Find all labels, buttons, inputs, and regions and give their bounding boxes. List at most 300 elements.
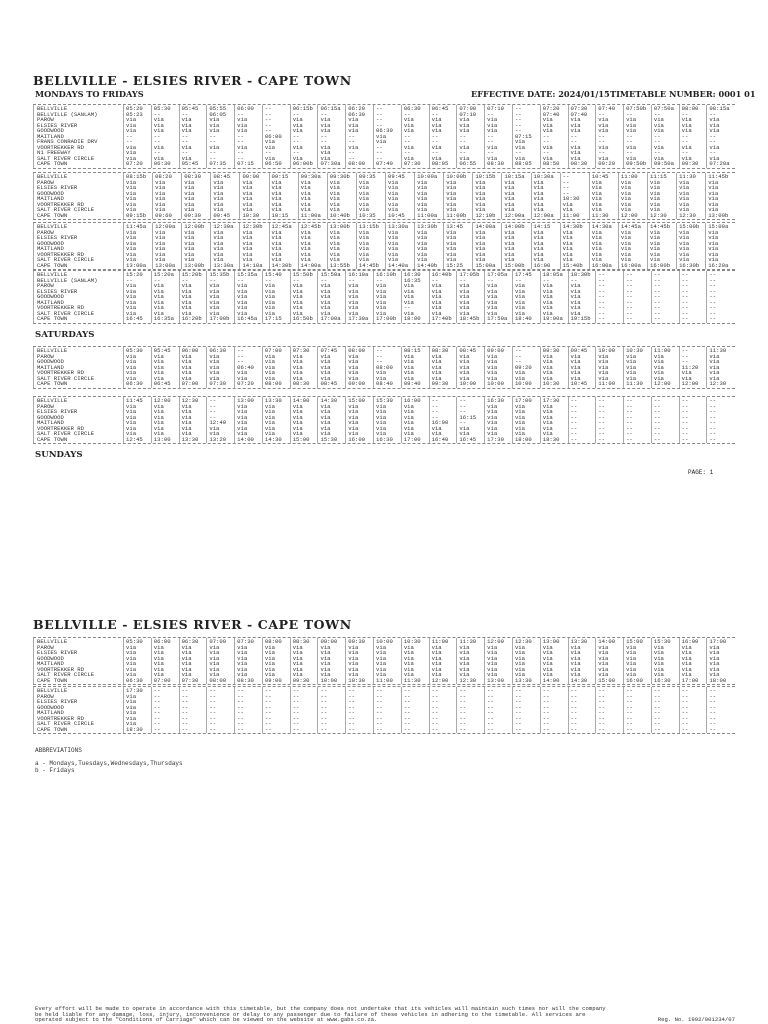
time-cell: via	[318, 156, 346, 162]
time-cell: via	[401, 650, 429, 656]
time-cell: via	[318, 354, 346, 360]
time-cell: --	[457, 705, 485, 711]
time-cell: via	[290, 354, 318, 360]
time-cell: via	[235, 420, 263, 426]
time-cell: --	[290, 687, 318, 694]
time-cell: via	[346, 117, 374, 123]
time-cell: 14:30b	[269, 263, 298, 270]
time-cell: via	[151, 376, 179, 382]
time-cell: via	[374, 672, 402, 678]
time-cell: --	[457, 687, 485, 694]
stop-name: VOORTREKKER RD	[34, 202, 124, 208]
stop-name: SALT RIVER CIRCLE	[34, 207, 124, 213]
time-cell: via	[624, 365, 652, 371]
time-cell: --	[318, 134, 346, 140]
time-cell: via	[568, 128, 596, 134]
time-cell: 18:30b	[568, 271, 596, 278]
time-cell: via	[677, 230, 706, 236]
time-cell: 05:45	[179, 105, 207, 112]
time-cell: --	[707, 409, 735, 415]
stop-name: PAROW	[34, 283, 124, 289]
stop-name: VOORTREKKER RD	[34, 252, 124, 258]
time-cell: --	[485, 710, 513, 716]
time-cell: via	[560, 202, 589, 208]
time-cell: 08:30	[485, 161, 513, 168]
time-cell: via	[401, 645, 429, 651]
time-cell: via	[589, 235, 618, 241]
time-cell: --	[374, 687, 402, 694]
time-cell: --	[374, 694, 402, 700]
time-cell: --	[707, 112, 735, 118]
time-cell: 16:30	[651, 678, 679, 685]
time-cell: --	[707, 420, 735, 426]
time-cell: --	[374, 105, 402, 112]
time-cell: --	[151, 721, 179, 727]
time-cell: via	[415, 191, 444, 197]
time-cell: via	[318, 117, 346, 123]
time-cell: 13:30b	[415, 223, 444, 230]
time-cell: 09:00	[346, 381, 374, 388]
time-cell: 08:00	[346, 347, 374, 354]
time-cell: via	[679, 650, 707, 656]
stop-name: MAITLAND	[34, 365, 124, 371]
time-cell: 15:00	[290, 437, 318, 444]
stop-name: PAROW	[34, 230, 124, 236]
time-cell: --	[262, 105, 290, 112]
time-cell: via	[457, 656, 485, 662]
time-cell: via	[401, 294, 429, 300]
time-cell: via	[151, 354, 179, 360]
time-cell: --	[651, 687, 679, 694]
time-cell: via	[540, 667, 568, 673]
time-cell: 16:50b	[290, 316, 318, 323]
time-cell: via	[647, 246, 676, 252]
time-cell: via	[179, 370, 207, 376]
time-cell: via	[269, 191, 298, 197]
footer-line: operated subject to the "Conditions of Carriage" which can be viewed on the website at www.gabs.co.za.	[35, 1017, 378, 1023]
time-cell: via	[290, 656, 318, 662]
time-cell: --	[151, 694, 179, 700]
time-cell: via	[651, 376, 679, 382]
time-cell: 16:30	[374, 437, 402, 444]
time-cell: via	[318, 305, 346, 311]
time-cell: via	[374, 409, 402, 415]
time-cell: 08:30	[182, 173, 211, 180]
time-cell: via	[485, 415, 513, 421]
time-cell: --	[179, 721, 207, 727]
time-cell: via	[346, 645, 374, 651]
time-cell: via	[596, 359, 624, 365]
time-cell: via	[179, 415, 207, 421]
time-cell: via	[262, 283, 290, 289]
time-cell: via	[290, 645, 318, 651]
time-cell: via	[240, 191, 269, 197]
time-cell: --	[429, 404, 457, 410]
time-cell: --	[151, 710, 179, 716]
time-cell: 05:20	[124, 105, 152, 112]
time-cell: 08:00	[346, 161, 374, 168]
time-cell: 17:05a	[485, 271, 513, 278]
time-cell: via	[677, 235, 706, 241]
stop-name: PAROW	[34, 180, 124, 186]
time-cell: via	[512, 145, 540, 151]
time-cell: --	[290, 150, 318, 156]
time-cell: via	[429, 156, 457, 162]
time-cell: via	[444, 257, 473, 263]
time-cell: via	[207, 305, 235, 311]
time-cell: via	[473, 202, 502, 208]
time-cell: via	[374, 370, 402, 376]
time-cell: via	[457, 289, 485, 295]
time-cell: via	[262, 354, 290, 360]
time-cell: via	[589, 196, 618, 202]
time-cell: --	[596, 316, 624, 323]
time-cell: via	[318, 359, 346, 365]
time-cell: 12:30	[677, 213, 706, 220]
time-cell: via	[318, 283, 346, 289]
time-cell: 14:45b	[647, 223, 676, 230]
time-cell: via	[179, 311, 207, 317]
time-cell: via	[531, 241, 560, 247]
time-cell: via	[235, 672, 263, 678]
time-cell: via	[211, 252, 240, 258]
time-cell: via	[327, 185, 356, 191]
time-cell: via	[318, 289, 346, 295]
time-cell: --	[290, 278, 318, 284]
time-cell: --	[374, 347, 402, 354]
time-cell: via	[457, 661, 485, 667]
time-cell: --	[179, 278, 207, 284]
time-cell: --	[596, 415, 624, 421]
time-cell: via	[560, 246, 589, 252]
time-cell: --	[651, 705, 679, 711]
time-cell: --	[124, 139, 152, 145]
time-cell: via	[179, 404, 207, 410]
time-cell: via	[262, 672, 290, 678]
time-cell: via	[240, 246, 269, 252]
time-cell: 06:30	[151, 161, 179, 168]
time-cell: 10:15b	[473, 173, 502, 180]
time-cell: 07:30	[290, 347, 318, 354]
time-cell: --	[346, 134, 374, 140]
time-cell: via	[531, 191, 560, 197]
time-cell: 07:00	[262, 347, 290, 354]
time-cell: --	[346, 694, 374, 700]
time-cell: 17:30	[540, 397, 568, 404]
time-cell: --	[624, 300, 652, 306]
time-cell: via	[374, 139, 402, 145]
time-cell: --	[207, 415, 235, 421]
time-cell: via	[356, 202, 385, 208]
time-cell: 11:00	[429, 638, 457, 645]
time-cell: via	[235, 431, 263, 437]
time-cell: via	[540, 370, 568, 376]
time-cell: 09:00	[485, 347, 513, 354]
time-cell: 07:30	[568, 105, 596, 112]
time-cell: via	[429, 661, 457, 667]
time-cell: 18:05a	[540, 271, 568, 278]
time-cell: via	[124, 370, 152, 376]
time-cell: via	[182, 230, 211, 236]
time-cell: --	[374, 145, 402, 151]
time-cell: via	[457, 300, 485, 306]
time-cell: --	[151, 134, 179, 140]
time-cell: 09:45	[385, 173, 414, 180]
time-cell: --	[401, 694, 429, 700]
time-cell: --	[596, 694, 624, 700]
time-cell: via	[207, 376, 235, 382]
time-cell: 06:00	[235, 105, 263, 112]
time-cell: --	[707, 294, 735, 300]
time-cell: via	[318, 420, 346, 426]
time-cell: via	[235, 311, 263, 317]
time-cell: via	[444, 202, 473, 208]
stop-name: CAPE TOWN	[34, 316, 124, 323]
time-cell: --	[429, 397, 457, 404]
time-cell: via	[596, 376, 624, 382]
time-cell: --	[679, 278, 707, 284]
time-cell: --	[290, 134, 318, 140]
time-cell: via	[179, 365, 207, 371]
time-cell: via	[485, 156, 513, 162]
time-cell: via	[707, 156, 735, 162]
time-cell: --	[401, 134, 429, 140]
time-cell: --	[262, 687, 290, 694]
time-cell: via	[531, 207, 560, 213]
time-cell: via	[706, 196, 735, 202]
time-cell: --	[235, 150, 263, 156]
time-cell: 07:30a	[318, 161, 346, 168]
time-cell: 16:00	[429, 420, 457, 426]
time-cell: via	[429, 672, 457, 678]
time-cell: via	[512, 426, 540, 432]
time-cell: --	[707, 699, 735, 705]
time-cell: --	[262, 128, 290, 134]
time-cell: --	[679, 139, 707, 145]
time-cell: via	[374, 415, 402, 421]
time-cell: --	[512, 150, 540, 156]
time-cell: via	[568, 300, 596, 306]
time-cell: --	[401, 710, 429, 716]
time-cell: 12:30	[457, 678, 485, 685]
time-cell: via	[182, 252, 211, 258]
time-cell: via	[207, 300, 235, 306]
time-cell: via	[485, 294, 513, 300]
time-cell: via	[444, 185, 473, 191]
time-cell: --	[207, 150, 235, 156]
time-cell: via	[568, 294, 596, 300]
time-cell: 16:35a	[151, 316, 179, 323]
stop-name: BELLVILLE (SANLAM)	[34, 278, 124, 284]
time-cell: 19:00a	[540, 316, 568, 323]
timetable-row	[34, 678, 736, 685]
time-cell: 07:30	[235, 638, 263, 645]
time-cell: 06:15b	[290, 105, 318, 112]
time-cell: via	[502, 185, 531, 191]
time-cell: via	[151, 672, 179, 678]
time-cell: via	[151, 365, 179, 371]
stop-name: VOORTREKKER RD	[34, 305, 124, 311]
time-cell: via	[207, 359, 235, 365]
time-cell: --	[651, 289, 679, 295]
time-cell: 09:15b	[124, 213, 153, 220]
time-cell: 09:30	[679, 161, 707, 168]
time-cell: --	[560, 191, 589, 197]
time-cell: --	[651, 134, 679, 140]
time-cell: via	[356, 180, 385, 186]
time-cell: --	[679, 415, 707, 421]
time-cell: 15:40	[262, 271, 290, 278]
time-cell: 09:20	[596, 161, 624, 168]
time-cell: via	[124, 202, 153, 208]
time-cell: via	[262, 426, 290, 432]
time-cell: via	[485, 283, 513, 289]
time-cell: via	[415, 202, 444, 208]
time-cell: via	[151, 420, 179, 426]
stop-name: BELLVILLE	[34, 223, 124, 230]
time-cell: via	[540, 645, 568, 651]
time-cell: 15:00	[624, 638, 652, 645]
time-cell: --	[235, 278, 263, 284]
time-cell: via	[596, 354, 624, 360]
time-cell: --	[679, 404, 707, 410]
stop-name: CAPE TOWN	[34, 381, 124, 388]
time-cell: 09:00	[262, 678, 290, 685]
time-cell: via	[473, 257, 502, 263]
time-cell: via	[290, 426, 318, 432]
time-cell: via	[706, 185, 735, 191]
time-cell: --	[624, 431, 652, 437]
time-cell: via	[707, 123, 735, 129]
time-cell: via	[677, 257, 706, 263]
time-cell: 05:30	[151, 105, 179, 112]
time-cell: via	[290, 431, 318, 437]
time-cell: 09:60	[153, 213, 182, 220]
time-cell: via	[124, 656, 152, 662]
time-cell: via	[401, 672, 429, 678]
time-cell: via	[679, 656, 707, 662]
time-cell: --	[624, 289, 652, 295]
time-cell: via	[318, 300, 346, 306]
time-cell: via	[502, 202, 531, 208]
time-cell: --	[485, 716, 513, 722]
time-cell: --	[457, 420, 485, 426]
time-cell: --	[596, 404, 624, 410]
time-cell: --	[679, 694, 707, 700]
time-cell: --	[290, 112, 318, 118]
time-cell: via	[444, 241, 473, 247]
time-cell: via	[485, 370, 513, 376]
time-cell: via	[540, 156, 568, 162]
time-cell: via	[207, 661, 235, 667]
time-cell: 14:00	[540, 678, 568, 685]
time-cell: via	[512, 415, 540, 421]
time-cell: 17:00	[679, 678, 707, 685]
time-cell: 08:15a	[707, 105, 735, 112]
time-cell: via	[124, 289, 152, 295]
time-cell: --	[679, 294, 707, 300]
time-cell: 10:30a	[531, 173, 560, 180]
time-cell: via	[596, 645, 624, 651]
timetable-row	[34, 381, 736, 388]
time-cell: --	[707, 278, 735, 284]
time-cell: via	[124, 409, 152, 415]
time-cell: --	[318, 727, 346, 734]
time-cell: --	[679, 705, 707, 711]
time-cell: via	[124, 645, 152, 651]
time-cell: --	[290, 699, 318, 705]
time-cell: 08:00	[679, 105, 707, 112]
time-cell: via	[444, 180, 473, 186]
time-cell: via	[706, 202, 735, 208]
time-cell: via	[444, 196, 473, 202]
time-cell: --	[596, 139, 624, 145]
time-cell: via	[269, 202, 298, 208]
time-cell: via	[568, 661, 596, 667]
time-cell: 17:05b	[457, 271, 485, 278]
time-cell: via	[153, 230, 182, 236]
time-cell: 16:20b	[179, 316, 207, 323]
time-cell: via	[374, 656, 402, 662]
time-cell: --	[707, 721, 735, 727]
time-cell: via	[385, 241, 414, 247]
time-cell: --	[401, 705, 429, 711]
time-cell: via	[429, 354, 457, 360]
time-cell: --	[651, 278, 679, 284]
time-cell: 14:40b	[415, 263, 444, 270]
time-cell: --	[207, 397, 235, 404]
time-cell: via	[706, 207, 735, 213]
time-cell: --	[568, 426, 596, 432]
time-cell: --	[262, 278, 290, 284]
time-cell: via	[374, 289, 402, 295]
time-cell: via	[568, 354, 596, 360]
time-cell: via	[560, 207, 589, 213]
service-days-heading: MONDAYS TO FRIDAYS	[35, 89, 144, 99]
time-cell: --	[485, 721, 513, 727]
time-cell: via	[485, 667, 513, 673]
time-cell: via	[235, 650, 263, 656]
time-cell: 10:00a	[415, 173, 444, 180]
time-cell: via	[124, 145, 152, 151]
time-cell: 11:00	[618, 173, 647, 180]
time-cell: --	[151, 705, 179, 711]
time-cell: via	[290, 650, 318, 656]
time-cell: --	[151, 699, 179, 705]
time-cell: via	[401, 283, 429, 289]
time-cell: via	[560, 252, 589, 258]
time-cell: via	[651, 650, 679, 656]
time-cell: --	[707, 710, 735, 716]
time-cell: via	[318, 145, 346, 151]
time-cell: 09:30	[540, 347, 568, 354]
time-cell: via	[707, 650, 735, 656]
time-cell: via	[318, 150, 346, 156]
timetable-row	[34, 437, 736, 444]
time-cell: via	[485, 359, 513, 365]
time-cell: --	[485, 694, 513, 700]
stop-name: ELSIES RIVER	[34, 289, 124, 295]
time-cell: via	[262, 661, 290, 667]
time-cell: via	[235, 656, 263, 662]
time-cell: 11:20	[679, 365, 707, 371]
time-cell: via	[457, 128, 485, 134]
time-cell: 13:00b	[706, 213, 735, 220]
time-cell: 07:20	[235, 381, 263, 388]
time-cell: via	[124, 667, 152, 673]
time-cell: via	[531, 230, 560, 236]
time-cell: via	[124, 376, 152, 382]
